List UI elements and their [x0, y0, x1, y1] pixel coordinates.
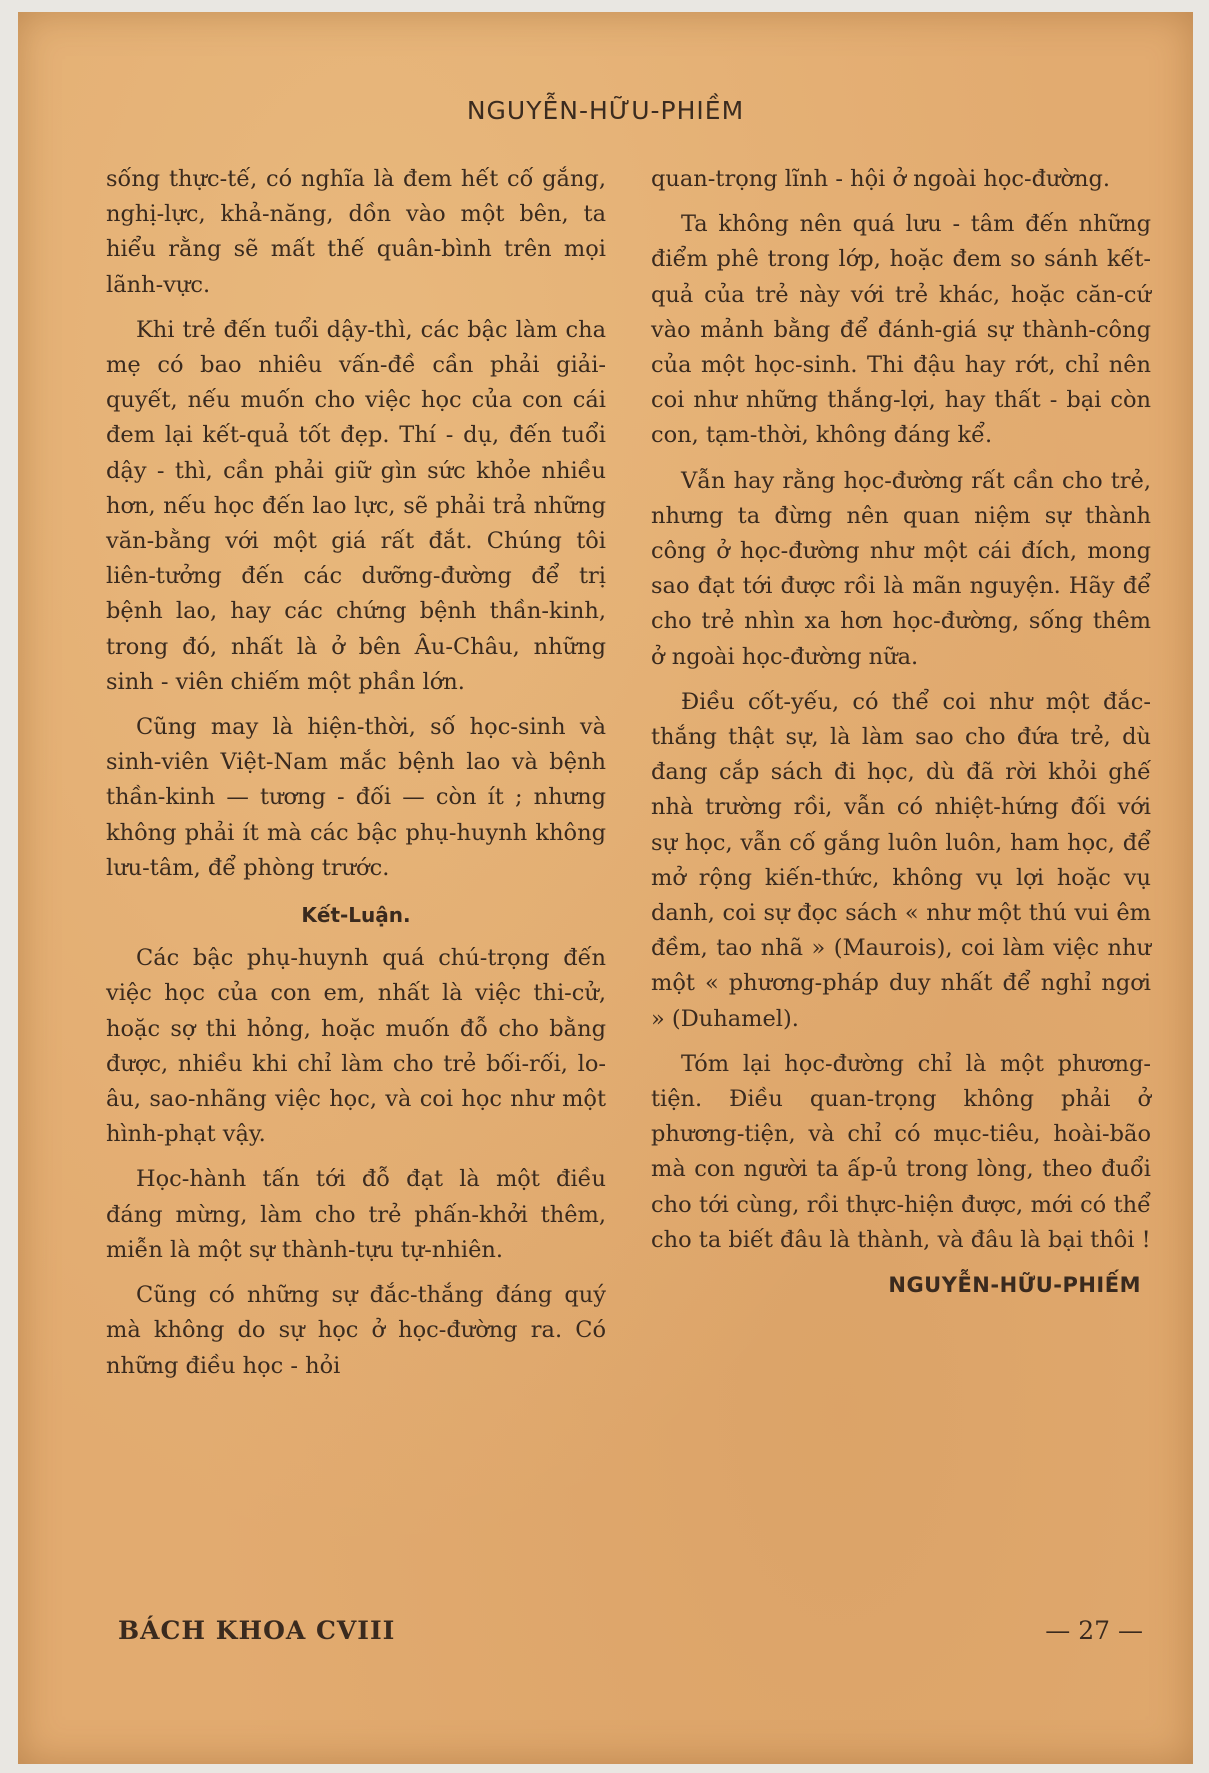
magazine-page: [18, 12, 1193, 1764]
paragraph: sống thực-tế, có nghĩa là đem hết cố gắng, nghị-lực, khả-năng, dồn vào một bên, ta hiểu rằng sẽ mất thế quân-bình trên mọi lãnh-vực.: [106, 166, 606, 298]
paragraph: Học-hành tấn tới đỗ đạt là một điều đáng mừng, làm cho trẻ phấn-khởi thêm, miễn là một sự thành-tựu tự-nhiên.: [106, 1166, 606, 1263]
section-heading: Kết-Luận.: [301, 903, 411, 928]
author-signature: NGUYỄN-HỮU-PHIẾM: [888, 1273, 1141, 1298]
paragraph: Cũng có những sự đắc-thắng đáng quý mà không do sự học ở học-đường ra. Có những điều học - hỏi: [106, 1282, 606, 1379]
paragraph: quan-trọng lĩnh - hội ở ngoài học-đường.: [651, 166, 1111, 192]
paragraph: Khi trẻ đến tuổi dậy-thì, các bậc làm cha mẹ có bao nhiêu vấn-đề cần phải giải-quyết, nếu muốn cho việc học của con cái đem lại kết-quả tốt đẹp. Thí - dụ, đến tuổi dậy - thì, cần phải giữ gìn sức khỏe nhiều hơn, nếu học đến lao lực, sẽ phải trả những văn-bằng với một giá rất đắt. Chúng tôi liên-tưởng đến các dưỡng-đường để trị bệnh lao, hay các chứng bệnh thần-kinh, trong đó, nhất là ở bên Âu-Châu, những sinh - viên chiếm một phần lớn.: [106, 316, 606, 695]
paragraph: Tóm lại học-đường chỉ là một phương-tiện. Điều quan-trọng không phải ở phương-tiện, và chỉ có mục-tiêu, hoài-bão mà con người ta ấp-ủ trong lòng, theo đuổi cho tới cùng, rồi thực-hiện được, mới có thể cho ta biết đâu là thành, và đâu là bại thôi !: [651, 1050, 1151, 1253]
paragraph: Điều cốt-yếu, có thể coi như một đắc-thắng thật sự, là làm sao cho đứa trẻ, dù đang cắp sách đi học, dù đã rời khỏi ghế nhà trường rồi, vẫn có nhiệt-hứng đối với sự học, vẫn cố gắng luôn luôn, ham học, để mở rộng kiến-thức, không vụ lợi hoặc vụ danh, coi sự đọc sách « như một thú vui êm đềm, tao nhã » (Maurois), coi làm việc như một « phương-pháp duy nhất để nghỉ ngơi » (Duhamel).: [651, 688, 1151, 1032]
paragraph: Vẫn hay rằng học-đường rất cần cho trẻ, nhưng ta đừng nên quan niệm sự thành công ở học-đường như một cái đích, mong sao đạt tới được rồi là mãn nguyện. Hãy để cho trẻ nhìn xa hơn học-đường, sống thêm ở ngoài học-đường nữa.: [651, 467, 1151, 670]
paragraph: Các bậc phụ-huynh quá chú-trọng đến việc học của con em, nhất là việc thi-cử, hoặc sợ thi hỏng, hoặc muốn đỗ cho bằng được, nhiều khi chỉ làm cho trẻ bối-rối, lo-âu, sao-nhãng việc học, và coi học như một hình-phạt vậy.: [106, 945, 606, 1148]
paragraph: Cũng may là hiện-thời, số học-sinh và sinh-viên Việt-Nam mắc bệnh lao và bệnh thần-kinh — tương - đối — còn ít ; nhưng không phải ít mà các bậc phụ-huynh không lưu-tâm, để phòng trước.: [106, 714, 606, 881]
page-number: — 27 —: [1045, 1616, 1143, 1645]
publication-footer: BÁCH KHOA CVIII: [118, 1616, 396, 1645]
running-head-author: NGUYỄN-HỮU-PHIỀM: [466, 96, 745, 125]
right-column: [651, 162, 1151, 1303]
left-column: [106, 162, 606, 1394]
paragraph: Ta không nên quá lưu - tâm đến những điểm phê trong lớp, hoặc đem so sánh kết-quả của trẻ này với trẻ khác, hoặc căn-cứ vào mảnh bằng để đánh-giá sự thành-công của một học-sinh. Thi đậu hay rớt, chỉ nên coi như những thắng-lợi, hay thất - bại còn con, tạm-thời, không đáng kể.: [651, 211, 1151, 449]
